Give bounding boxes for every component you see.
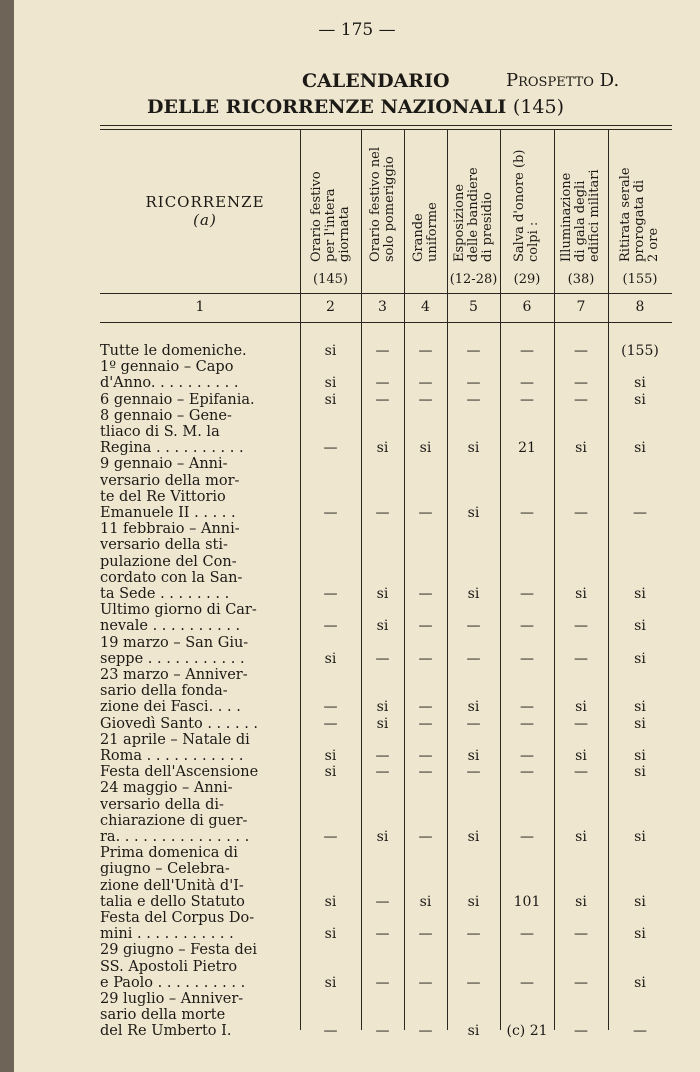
table-cell-col-7: —	[574, 391, 588, 408]
table-cell-col-8: si	[634, 828, 646, 845]
table-cell-col-6: —	[520, 585, 534, 602]
table-cell-col-4: si	[419, 893, 432, 910]
table-cell-col-3: si	[376, 715, 389, 732]
table-cell-col-7: —	[574, 926, 588, 943]
table-cell-col-6: —	[520, 650, 534, 667]
table-cell-col-5: —	[466, 391, 481, 408]
table-cell-col-4: —	[418, 699, 433, 716]
ricorrenza-line: zione dell'Unità d'I-	[100, 877, 244, 894]
table-cell-col-3: si	[376, 585, 389, 602]
table-cell-col-4: —	[418, 650, 433, 667]
table-cell-col-8: si	[634, 699, 646, 716]
column-header-text: Salva d'onore (b) colpi :	[512, 149, 541, 262]
table-cell-col-6: —	[520, 618, 534, 635]
column-number-8: 8	[635, 299, 645, 315]
column-header-text: Esposizione delle bandiere di presidio	[451, 167, 495, 262]
table-cell-col-6: —	[520, 747, 534, 764]
column-number-rule	[100, 322, 672, 323]
ricorrenza-line: 29 giugno – Festa dei	[100, 942, 258, 959]
table-cell-col-2: si	[324, 893, 337, 910]
table-cell-col-5: si	[467, 440, 480, 457]
column-header-ref: (145)	[313, 272, 348, 287]
table-cell-col-8: si	[634, 391, 646, 408]
table-cell-col-8: si	[634, 926, 646, 943]
table-cell-col-2: si	[324, 926, 337, 943]
table-cell-col-3: —	[375, 974, 390, 991]
table-cell-col-4: —	[418, 1023, 433, 1040]
ricorrenza-line: Regina . . . . . . . . . .	[100, 440, 244, 457]
ricorrenza-label	[100, 780, 296, 845]
ricorrenza-line: Festa del Corpus Do-	[100, 910, 255, 926]
column-header-text: Illuminazione di gala degli edifici militari	[559, 169, 602, 262]
title-prospetto: Prospetto D.	[506, 70, 620, 91]
column-number-4: 4	[421, 299, 430, 315]
column-header-ref: (29)	[513, 272, 541, 287]
table-cell-col-7: —	[574, 504, 588, 521]
table-cell-col-7: —	[574, 650, 588, 667]
table-cell-col-6: 21	[518, 440, 536, 457]
table-cell-col-4: —	[418, 974, 433, 991]
ricorrenza-label	[100, 732, 296, 764]
ricorrenza-line: giugno – Celebra-	[100, 861, 230, 878]
table-cell-col-3: —	[375, 893, 390, 910]
ricorrenze-header	[102, 193, 308, 229]
column-header-7	[554, 134, 608, 264]
table-cell-col-2: si	[324, 375, 337, 392]
table-cell-col-8: —	[633, 1023, 647, 1040]
table-cell-col-5: si	[467, 893, 480, 910]
table-cell-col-7: si	[575, 440, 587, 457]
ricorrenza-line: 24 maggio – Anni-	[100, 780, 233, 797]
ricorrenza-label	[100, 359, 296, 391]
table-cell-col-2: —	[323, 828, 338, 845]
table-cell-col-7: si	[575, 585, 587, 602]
ricorrenza-line: del Re Umberto I.	[100, 1023, 232, 1040]
ricorrenza-line: 6 gennaio – Epifania.	[100, 391, 255, 408]
table-cell-col-5: si	[467, 747, 480, 764]
ricorrenza-label	[100, 845, 296, 910]
table-top-rule	[100, 125, 672, 126]
table-cell-col-2: —	[323, 1023, 338, 1040]
table-cell-col-7: —	[574, 1023, 588, 1040]
table-cell-col-7: —	[574, 343, 588, 359]
table-cell-col-6: (c) 21	[506, 1023, 548, 1040]
ricorrenza-line: ta Sede . . . . . . . .	[100, 586, 230, 602]
table-cell-col-4: si	[419, 440, 432, 457]
table-cell-col-2: —	[323, 699, 338, 716]
table-cell-col-8: si	[634, 974, 646, 991]
table-cell-col-6: —	[520, 828, 534, 845]
table-cell-col-8: si	[634, 764, 646, 781]
table-cell-col-3: —	[375, 926, 390, 943]
column-number-3: 3	[378, 299, 387, 315]
ricorrenza-line: sario della fonda-	[100, 683, 228, 700]
ricorrenza-line: 8 gennaio – Gene-	[100, 407, 232, 424]
column-header-5	[447, 134, 500, 264]
table-cell-col-6: —	[520, 715, 534, 732]
column-header-2	[300, 134, 361, 264]
column-header-text: Ritirata serale prorogata di 2 ore	[618, 167, 661, 262]
ricorrenza-line: 11 febbraio – Anni-	[100, 521, 240, 538]
table-cell-col-7: —	[574, 618, 588, 635]
ricorrenza-line: Ultimo giorno di Car-	[100, 602, 257, 619]
ricorrenza-line: Emanuele II . . . . .	[100, 505, 236, 521]
table-cell-col-5: si	[467, 828, 480, 845]
table-cell-col-6: —	[520, 764, 534, 781]
table-cell-col-5: si	[467, 585, 480, 602]
ricorrenza-label	[100, 343, 296, 359]
column-header-text: Grande uniforme	[410, 202, 440, 262]
table-cell-col-3: —	[375, 747, 390, 764]
table-cell-col-2: —	[323, 618, 338, 635]
table-cell-col-5: si	[467, 699, 480, 716]
table-cell-col-5: —	[466, 375, 481, 392]
table-cell-col-8: —	[633, 504, 647, 521]
table-cell-col-3: —	[375, 391, 390, 408]
table-cell-col-2: si	[324, 974, 337, 991]
ricorrenze-header-label: RICORRENZE	[145, 193, 265, 211]
ricorrenza-line: talia e dello Statuto	[100, 893, 245, 910]
table-cell-col-3: si	[376, 828, 389, 845]
table-cell-col-5: —	[466, 343, 481, 359]
table-cell-col-4: —	[418, 747, 433, 764]
table-cell-col-5: —	[466, 618, 481, 635]
ricorrenza-label	[100, 910, 296, 942]
ricorrenza-line: seppe . . . . . . . . . . .	[100, 650, 245, 667]
column-number-1: 1	[195, 299, 205, 315]
table-cell-col-6: —	[520, 375, 534, 392]
table-cell-col-2: si	[324, 343, 337, 359]
column-number-2: 2	[326, 299, 335, 315]
table-cell-col-2: si	[324, 764, 337, 781]
ricorrenza-label	[100, 456, 296, 521]
table-cell-col-8: si	[634, 585, 646, 602]
ricorrenza-line: 29 luglio – Anniver-	[100, 991, 244, 1007]
column-number-6: 6	[522, 299, 532, 315]
ricorrenza-line: te del Re Vittorio	[100, 488, 226, 505]
table-cell-col-8: si	[634, 747, 646, 764]
table-cell-col-4: —	[418, 618, 433, 635]
table-cell-col-4: —	[418, 764, 433, 781]
table-cell-col-5: —	[466, 650, 481, 667]
table-cell-col-4: —	[418, 504, 433, 521]
ricorrenza-line: nevale . . . . . . . . . .	[100, 618, 241, 635]
table-cell-col-3: —	[375, 650, 390, 667]
table-cell-col-3: si	[376, 440, 389, 457]
table-cell-col-2: si	[324, 650, 337, 667]
document-page	[14, 0, 700, 1072]
table-cell-col-4: —	[418, 343, 433, 359]
ricorrenza-label	[100, 602, 296, 634]
table-top-rule-2	[100, 129, 672, 130]
column-header-6	[500, 134, 554, 264]
ricorrenza-line: ra. . . . . . . . . . . . . . .	[100, 829, 250, 845]
table-cell-col-2: —	[323, 715, 338, 732]
column-header-8	[608, 134, 672, 264]
table-cell-col-6: —	[520, 504, 534, 521]
ricorrenza-line: zione dei Fasci. . . .	[100, 699, 241, 716]
table-cell-col-7: si	[575, 893, 587, 910]
ricorrenza-line: tliaco di S. M. la	[100, 424, 220, 440]
table-cell-col-7: —	[574, 764, 588, 781]
header-bottom-rule	[100, 293, 672, 294]
table-cell-col-6: —	[520, 391, 534, 408]
table-cell-col-4: —	[418, 391, 433, 408]
ricorrenza-label	[100, 635, 296, 667]
title-line-2	[147, 96, 564, 118]
table-cell-col-7: —	[574, 715, 588, 732]
table-cell-col-2: —	[323, 504, 338, 521]
column-number-5: 5	[469, 299, 478, 315]
column-header-text: Orario festivo nel solo pomeriggio	[367, 146, 397, 262]
ricorrenza-line: Tutte le domeniche.	[100, 343, 247, 359]
table-cell-col-8: si	[634, 650, 646, 667]
table-cell-col-6: 101	[513, 893, 541, 910]
title-ricorrenze-ref: (145)	[512, 96, 565, 118]
ricorrenza-line: versario della di-	[100, 796, 224, 813]
ricorrenza-label	[100, 942, 296, 991]
ricorrenza-line: 19 marzo – San Giu-	[100, 634, 249, 651]
table-cell-col-2: —	[323, 585, 338, 602]
table-cell-col-6: —	[520, 699, 534, 716]
ricorrenza-line: 23 marzo – Anniver-	[100, 667, 248, 683]
table-cell-col-6: —	[520, 926, 534, 943]
table-cell-col-3: —	[375, 375, 390, 392]
ricorrenza-line: d'Anno. . . . . . . . . .	[100, 375, 239, 392]
ricorrenza-line: 1º gennaio – Capo	[100, 359, 234, 376]
ricorrenza-line: 21 aprile – Natale di	[100, 731, 250, 748]
column-header-ref: (155)	[622, 272, 658, 287]
table-cell-col-4: —	[418, 926, 433, 943]
ricorrenza-label	[100, 764, 296, 780]
ricorrenza-line: sario della morte	[100, 1007, 226, 1024]
table-cell-col-3: —	[375, 343, 390, 359]
table-cell-col-2: si	[324, 747, 337, 764]
page-number: — 175 —	[318, 20, 396, 40]
table-cell-col-8: si	[634, 440, 646, 457]
ricorrenza-label	[100, 392, 296, 408]
table-cell-col-7: —	[574, 974, 588, 991]
table-cell-col-4: —	[418, 715, 433, 732]
ricorrenza-line: Prima domenica di	[100, 845, 238, 862]
title-ricorrenze: DELLE RICORRENZE NAZIONALI	[147, 96, 507, 118]
table-cell-col-7: si	[575, 828, 587, 845]
ricorrenza-label	[100, 667, 296, 716]
column-number-7: 7	[576, 299, 586, 315]
table-cell-col-8: (155)	[621, 343, 659, 359]
ricorrenza-line: versario della sti-	[100, 537, 228, 554]
ricorrenza-line: cordato con la San-	[100, 569, 243, 586]
table-cell-col-2: si	[324, 391, 337, 408]
title-calendario: CALENDARIO	[302, 70, 450, 92]
ricorrenza-line: SS. Apostoli Pietro	[100, 958, 238, 975]
ricorrenza-line: Festa dell'Ascensione	[100, 764, 259, 781]
table-cell-col-7: —	[574, 375, 588, 392]
table-cell-col-3: —	[375, 764, 390, 781]
column-header-4	[404, 134, 447, 264]
table-cell-col-5: —	[466, 926, 481, 943]
ricorrenza-label	[100, 521, 296, 602]
ricorrenza-line: mini . . . . . . . . . . .	[100, 926, 234, 943]
ricorrenza-line: versario della mor-	[100, 472, 240, 489]
table-cell-col-2: —	[323, 440, 338, 457]
column-header-ref: (12-28)	[449, 272, 498, 287]
table-cell-col-3: —	[375, 504, 390, 521]
ricorrenza-line: pulazione del Con-	[100, 553, 237, 570]
table-cell-col-3: —	[375, 1023, 390, 1040]
ricorrenza-label	[100, 408, 296, 457]
column-header-ref: (38)	[567, 272, 595, 287]
table-cell-col-5: —	[466, 974, 481, 991]
table-cell-col-7: si	[575, 747, 587, 764]
table-cell-col-4: —	[418, 375, 433, 392]
ricorrenza-line: 9 gennaio – Anni-	[100, 456, 228, 473]
ricorrenza-label	[100, 716, 296, 732]
table-cell-col-4: —	[418, 585, 433, 602]
table-cell-col-5: si	[467, 1023, 480, 1040]
table-cell-col-5: si	[467, 504, 480, 521]
column-header-text: Orario festivo per l'intera giornata	[308, 171, 352, 262]
ricorrenze-header-note: (a)	[193, 211, 217, 229]
ricorrenza-line: Giovedì Santo . . . . . .	[100, 715, 259, 732]
column-header-3	[361, 134, 404, 264]
table-cell-col-7: si	[575, 699, 587, 716]
table-cell-col-8: si	[634, 375, 646, 392]
ricorrenza-label	[100, 991, 296, 1040]
table-cell-col-5: —	[466, 715, 481, 732]
table-cell-col-3: si	[376, 618, 389, 635]
table-cell-col-8: si	[634, 618, 646, 635]
table-cell-col-5: —	[466, 764, 481, 781]
table-cell-col-8: si	[634, 893, 646, 910]
table-cell-col-4: —	[418, 828, 433, 845]
ricorrenza-line: e Paolo . . . . . . . . . .	[100, 974, 246, 991]
table-cell-col-6: —	[520, 343, 534, 359]
table-cell-col-8: si	[634, 715, 646, 732]
table-cell-col-3: si	[376, 699, 389, 716]
table-cell-col-6: —	[520, 974, 534, 991]
ricorrenza-line: Roma . . . . . . . . . . .	[100, 748, 244, 764]
ricorrenza-line: chiarazione di guer-	[100, 812, 248, 829]
